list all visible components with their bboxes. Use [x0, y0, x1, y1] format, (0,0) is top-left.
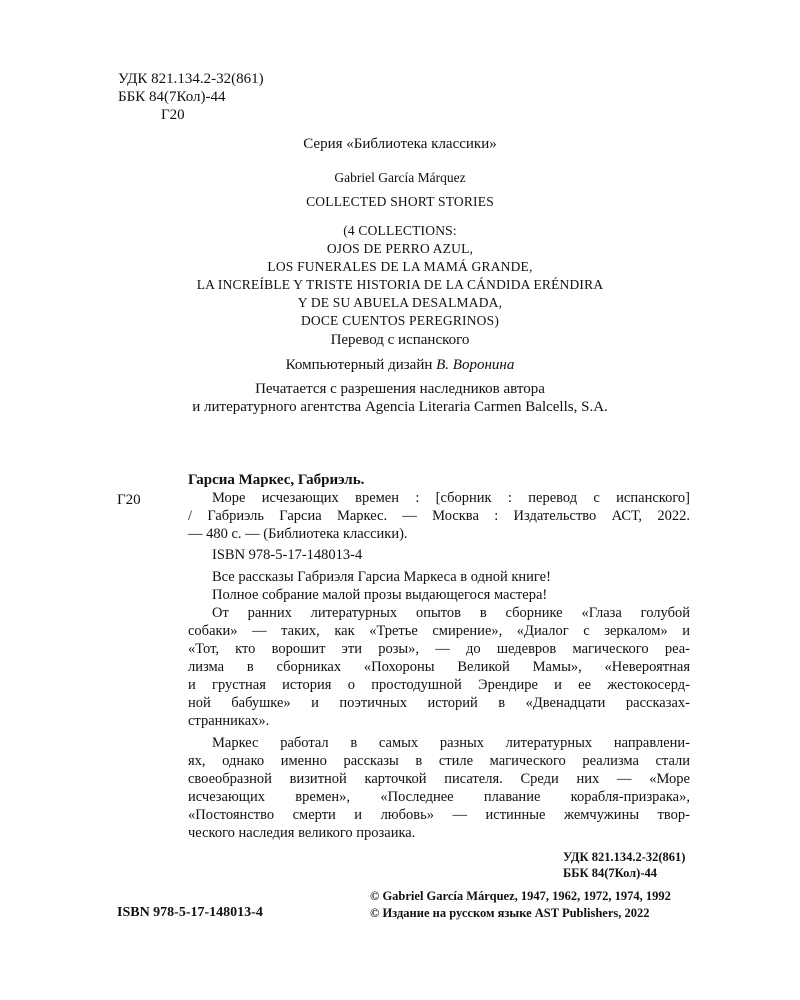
annotation-line: лизма в сборниках «Похороны Великой Мамы», «Невероятная	[188, 659, 690, 675]
catalog-code: Г20	[117, 492, 141, 508]
collections-line: LA INCREÍBLE Y TRISTE HISTORIA DE LA CÁNDIDA ERÉNDIRA	[196, 277, 604, 292]
series-name: Серия «Библиотека классики»	[303, 136, 497, 152]
collections-line: DOCE CUENTOS PEREGRINOS)	[300, 313, 500, 328]
catalog-udk: УДК 821.134.2-32(861)	[563, 850, 686, 864]
annotation-line: и грустная история о простодушной Эрендире и ее жестокосерд-	[188, 677, 690, 693]
permission-line: Печатается с разрешения наследников автора	[255, 381, 545, 397]
annotation-line: Все рассказы Габриэля Гарсиа Маркеса в одной книге!	[212, 569, 551, 585]
annotation-line: ях, однако именно рассказы в стиле магического реализма стали	[188, 753, 690, 769]
annotation-line: странниках».	[188, 713, 270, 729]
annotation-line: ческого наследия великого прозаика.	[188, 825, 416, 841]
collections-line: OJOS DE PERRO AZUL,	[326, 241, 474, 256]
collections-line: (4 COLLECTIONS:	[343, 223, 457, 238]
author-sign-code: Г20	[161, 107, 185, 123]
collections-line: LOS FUNERALES DE LA MAMÁ GRANDE,	[267, 259, 533, 274]
bbk-code: ББК 84(7Кол)-44	[118, 89, 226, 105]
catalog-isbn: ISBN 978-5-17-148013-4	[212, 547, 363, 563]
copyright-original: © Gabriel García Márquez, 1947, 1962, 1972, 1974, 1992	[370, 889, 671, 903]
footer-isbn: ISBN 978-5-17-148013-4	[117, 905, 263, 920]
annotation-line: Полное собрание малой прозы выдающегося мастера!	[212, 587, 548, 603]
catalog-description-line: — 480 с. — (Библиотека классики).	[188, 526, 408, 542]
catalog-description-line: / Габриэль Гарсиа Маркес. — Москва : Издательство АСТ, 2022.	[188, 508, 690, 524]
translation-note: Перевод с испанского	[330, 332, 470, 348]
annotation-line: своеобразной визитной карточкой писателя. Среди них — «Море	[188, 771, 690, 787]
annotation-line: Маркес работал в самых разных литературных направлени-	[212, 735, 690, 751]
annotation-line: ной бабушке» и поэтичных историй в «Двенадцати рассказах-	[188, 695, 690, 711]
annotation-line: «Тот, кто ворошит эти розы», — до шедевров магического реа-	[188, 641, 690, 657]
designer-name: В. Воронина	[436, 357, 515, 373]
catalog-author-heading: Гарсиа Маркес, Габриэль.	[188, 472, 365, 488]
catalog-bbk: ББК 84(7Кол)-44	[563, 866, 657, 880]
original-title: COLLECTED SHORT STORIES	[306, 194, 494, 209]
annotation-line: «Постоянство смерти и любовь» — истинные жемчужины твор-	[188, 807, 690, 823]
design-credit-label: Компьютерный дизайн	[285, 357, 437, 373]
annotation-line: исчезающих времен», «Последнее плавание корабля-призрака»,	[188, 789, 690, 805]
annotation-line: собаки» — таких, как «Третье смирение», «Диалог с зеркалом» и	[188, 623, 690, 639]
design-credit	[0, 357, 800, 374]
udk-code: УДК 821.134.2-32(861)	[118, 71, 264, 87]
catalog-description-line: Море исчезающих времен : [сборник : перевод с испанского]	[212, 490, 690, 506]
copyright-russian-edition: © Издание на русском языке AST Publishers, 2022	[370, 906, 650, 920]
original-author: Gabriel García Márquez	[334, 170, 466, 185]
annotation-line: От ранних литературных опытов в сборнике «Глаза голубой	[212, 605, 690, 621]
permission-line: и литературного агентства Agencia Literaria Carmen Balcells, S.A.	[192, 399, 608, 415]
collections-line: Y DE SU ABUELA DESALMADA,	[297, 295, 503, 310]
